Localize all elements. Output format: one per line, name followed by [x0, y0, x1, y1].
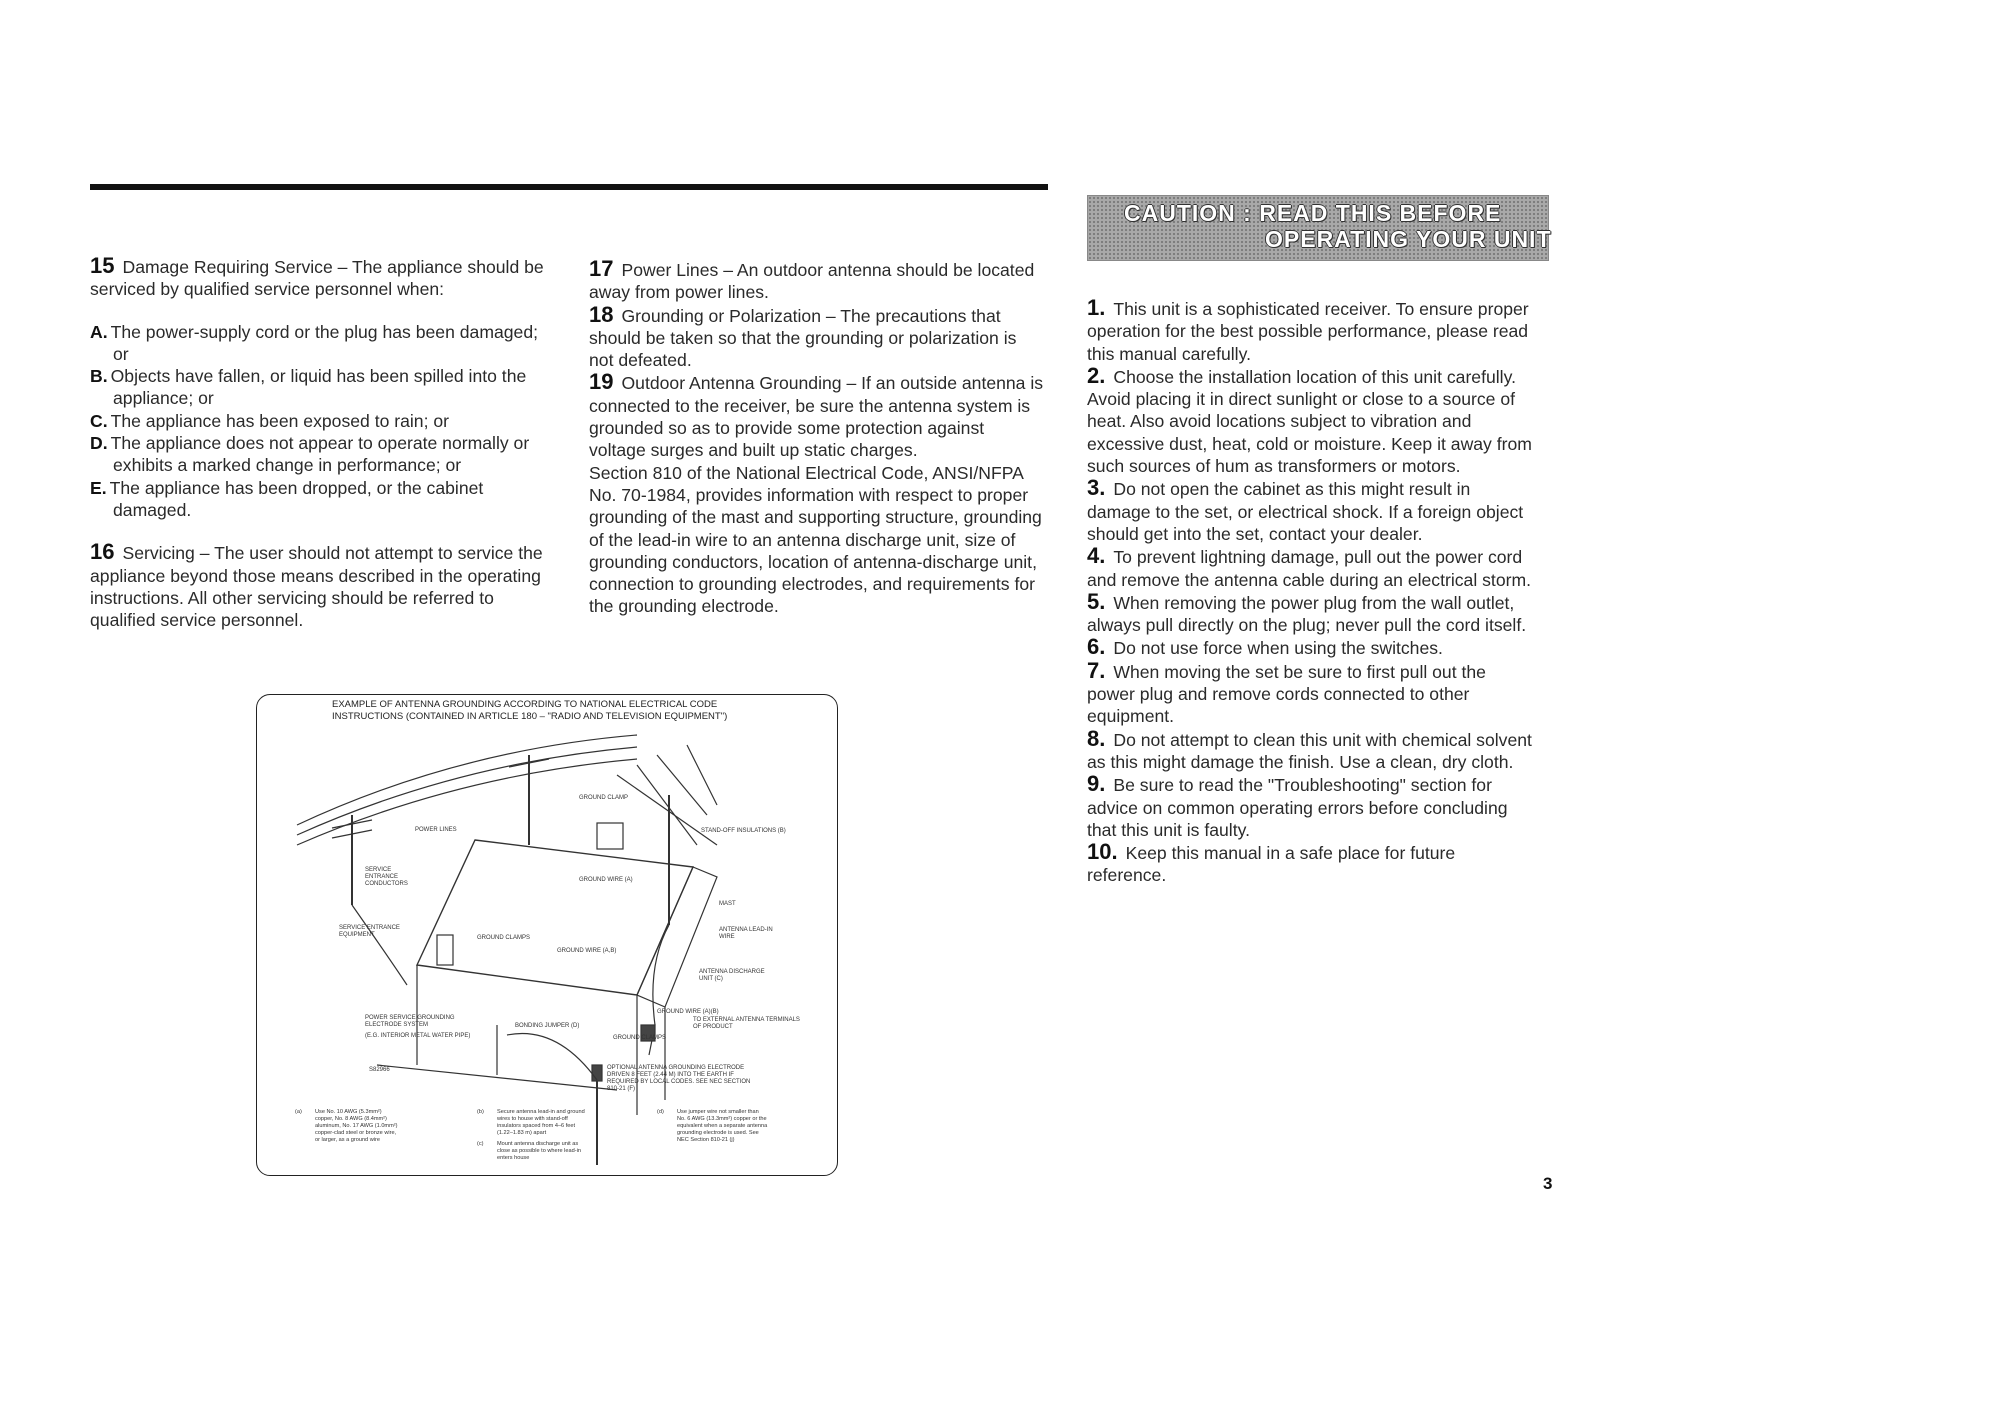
item-text: Do not open the cabinet as this might result in damage to the set, or electrical shock. If a foreign object should get into the set, contact your dealer. — [1087, 479, 1524, 544]
note-d: Use jumper wire not smaller than No. 6 AWG (13.3mm²) copper or the equivalent when a separate antenna grounding electrode is used. See NEC Section 810-21 (j) — [677, 1109, 768, 1143]
item-text: Keep this manual in a safe place for future reference. — [1087, 843, 1456, 886]
item-text: To prevent lightning damage, pull out the power cord and remove the antenna cable during an electrical storm. — [1087, 547, 1532, 590]
label-power-lines: POWER LINES — [415, 827, 457, 833]
label-ground-clamps2: GROUND CLAMPS — [613, 1035, 667, 1041]
left-column — [90, 255, 550, 631]
label-code: S82966 — [369, 1067, 390, 1073]
item-number: 8. — [1087, 725, 1106, 751]
item-number: 7. — [1087, 657, 1106, 683]
label-ground-wire-a: GROUND WIRE (A) — [579, 877, 633, 883]
item-text: This unit is a sophisticated receiver. To ensure proper operation for the best possible performance, please read this manual carefully. — [1087, 299, 1529, 364]
section-19-nec-text: Section 810 of the National Electrical Code, ANSI/NFPA No. 70-1984, provides information with respect to proper grounding of the mast and supporting structure, grounding of the lead-in wire to an antenna discharge unit, size of grounding conductors, location of antenna-discharge unit, connection to grounding electrodes, and requirements for the grounding electrode. — [589, 462, 1042, 617]
label-ground-wire-ab2: GROUND WIRE (A)(B) — [657, 1009, 719, 1015]
caution-item — [1087, 477, 1537, 545]
section-number: 18 — [589, 301, 614, 327]
list-item — [90, 321, 550, 366]
section-18 — [589, 301, 1044, 372]
item-number: 6. — [1087, 634, 1106, 660]
caution-item — [1087, 636, 1537, 659]
section-19 — [589, 371, 1044, 461]
note-mark: (a) — [295, 1109, 302, 1115]
label-power-service: POWER SERVICE GROUNDING ELECTRODE SYSTEM — [365, 1015, 455, 1028]
item-number: 4. — [1087, 543, 1106, 569]
caution-item — [1087, 545, 1537, 591]
page-number: 3 — [1543, 1174, 1553, 1193]
section-15 — [90, 255, 550, 301]
item-label: E. — [90, 477, 107, 498]
section-text: Power Lines – An outdoor antenna should be located away from power lines. — [589, 260, 1035, 303]
caption-line: EXAMPLE OF ANTENNA GROUNDING ACCORDING TO NATIONAL ELECTRICAL CODE — [332, 699, 718, 710]
item-text: Be sure to read the "Troubleshooting" section for advice on common operating errors before concluding that this unit is faulty. — [1087, 775, 1508, 840]
item-text: The appliance has been dropped, or the cabinet damaged. — [109, 477, 484, 520]
caution-item — [1087, 362, 1537, 477]
item-number: 9. — [1087, 771, 1106, 797]
item-number: 3. — [1087, 475, 1106, 501]
right-column — [1087, 297, 1537, 887]
item-text: Objects have fallen, or liquid has been spilled into the appliance; or — [110, 366, 527, 409]
item-number: 2. — [1087, 362, 1106, 388]
label-ground-clamps: GROUND CLAMPS — [477, 935, 531, 941]
item-text: Do not use force when using the switches. — [1113, 638, 1443, 659]
item-text: Do not attempt to clean this unit with chemical solvent as this might damage the finish. Use a clean, dry cloth. — [1087, 729, 1532, 772]
caution-item — [1087, 657, 1537, 728]
note-mark: (c) — [477, 1141, 484, 1147]
caution-line: CAUTION : READ THIS BEFORE — [1124, 200, 1502, 226]
section-16 — [90, 541, 550, 631]
section-number: 16 — [90, 539, 115, 565]
label-discharge: ANTENNA DISCHARGE UNIT (C) — [699, 969, 765, 982]
section-number: 19 — [589, 369, 614, 395]
caution-item — [1087, 725, 1537, 774]
list-item — [90, 410, 550, 432]
item-text: The appliance does not appear to operate normally or exhibits a marked change in performance; or — [110, 433, 530, 476]
caution-item — [1087, 841, 1537, 887]
label-external: TO EXTERNAL ANTENNA TERMINALS OF PRODUCT — [693, 1017, 800, 1030]
note-b: Secure antenna lead-in and ground wires to house with stand-off insulators spaced from 4–6 feet (1.22–1.83 m) apart — [497, 1109, 585, 1136]
label-lead-in: ANTENNA LEAD-IN WIRE — [719, 927, 773, 940]
caution-banner — [1087, 195, 1552, 261]
label-optional-electrode: OPTIONAL ANTENNA GROUNDING ELECTRODE DRIVEN 8 FEET (2.44 M) INTO THE EARTH IF REQUIRED BY LOCAL CODES. SEE NEC SECTION 810-21 (F) — [607, 1065, 751, 1092]
antenna-grounding-figure — [256, 694, 838, 1176]
item-label: B. — [90, 366, 108, 387]
section-text: Grounding or Polarization – The precautions that should be taken so that the grounding or polarization is not defeated. — [589, 305, 1017, 371]
item-text: Choose the installation location of this unit carefully. Avoid placing it in direct sunlight or close to a source of heat. Also avoid locations subject to vibration and excessive dust, heat, cold or moisture. Keep it away from such sources of hum as transformers or motors. — [1087, 366, 1532, 477]
middle-column — [589, 258, 1044, 618]
label-service-entrance: SERVICE ENTRANCE CONDUCTORS — [365, 867, 408, 887]
section-number: 15 — [90, 253, 115, 278]
section-number: 17 — [589, 256, 614, 281]
note-mark: (b) — [477, 1109, 484, 1115]
item-label: D. — [90, 433, 108, 454]
caption-line: INSTRUCTIONS (CONTAINED IN ARTICLE 180 – "RADIO AND TELEVISION EQUIPMENT") — [332, 711, 728, 722]
item-text: The power-supply cord or the plug has been damaged; or — [110, 321, 538, 364]
item-number: 5. — [1087, 588, 1106, 614]
label-bonding: BONDING JUMPER (D) — [515, 1023, 580, 1029]
note-c: Mount antenna discharge unit as close as possible to where lead-in enters house — [497, 1141, 581, 1161]
caution-line: OPERATING YOUR UNIT — [1265, 226, 1552, 252]
label-standoff: STAND-OFF INSULATIONS (B) — [701, 828, 786, 834]
item-label: A. — [90, 321, 108, 342]
section-text: Outdoor Antenna Grounding – If an outside antenna is connected to the receiver, be sure the antenna system is grounded so as to provide some protection against voltage surges and built up static charges. — [589, 373, 1044, 461]
list-item — [90, 365, 550, 410]
note-mark: (d) — [657, 1109, 664, 1115]
item-text: When removing the power plug from the wall outlet, always pull directly on the plug; never pull the cord itself. — [1087, 592, 1527, 636]
caution-item — [1087, 588, 1537, 637]
note-a: Use No. 10 AWG (5.3mm²) copper, No. 8 AWG (8.4mm²) aluminum, No. 17 AWG (1.0mm²) copper-clad steel or bronze wire, or larger, as a ground wire — [315, 1109, 398, 1143]
item-text: When moving the set be sure to first pull out the power plug and remove cords connected to other equipment. — [1087, 661, 1486, 727]
section-17 — [589, 258, 1044, 304]
label-ground-clamp: GROUND CLAMP — [579, 795, 629, 801]
item-text: The appliance has been exposed to rain; or — [110, 410, 450, 431]
list-item — [90, 432, 550, 477]
label-power-service-note: (E.G. INTERIOR METAL WATER PIPE) — [365, 1033, 471, 1039]
header-rule — [90, 184, 1048, 190]
caution-item — [1087, 297, 1537, 365]
caution-item — [1087, 773, 1537, 841]
label-ground-wire-ab: GROUND WIRE (A,B) — [557, 948, 617, 954]
item-number: 10. — [1087, 839, 1118, 865]
item-label: C. — [90, 410, 108, 431]
section-text: Damage Requiring Service – The appliance should be serviced by qualified service personnel when: — [90, 257, 544, 300]
item-number: 1. — [1087, 295, 1106, 320]
label-mast: MAST — [719, 901, 736, 907]
condition-list — [90, 321, 550, 522]
label-service-equipment: SERVICE ENTRANCE EQUIPMENT — [339, 925, 400, 938]
list-item — [90, 477, 550, 522]
section-text: Servicing – The user should not attempt to service the appliance beyond those means described in the operating instructions. All other servicing should be referred to qualified service personnel. — [90, 543, 543, 631]
